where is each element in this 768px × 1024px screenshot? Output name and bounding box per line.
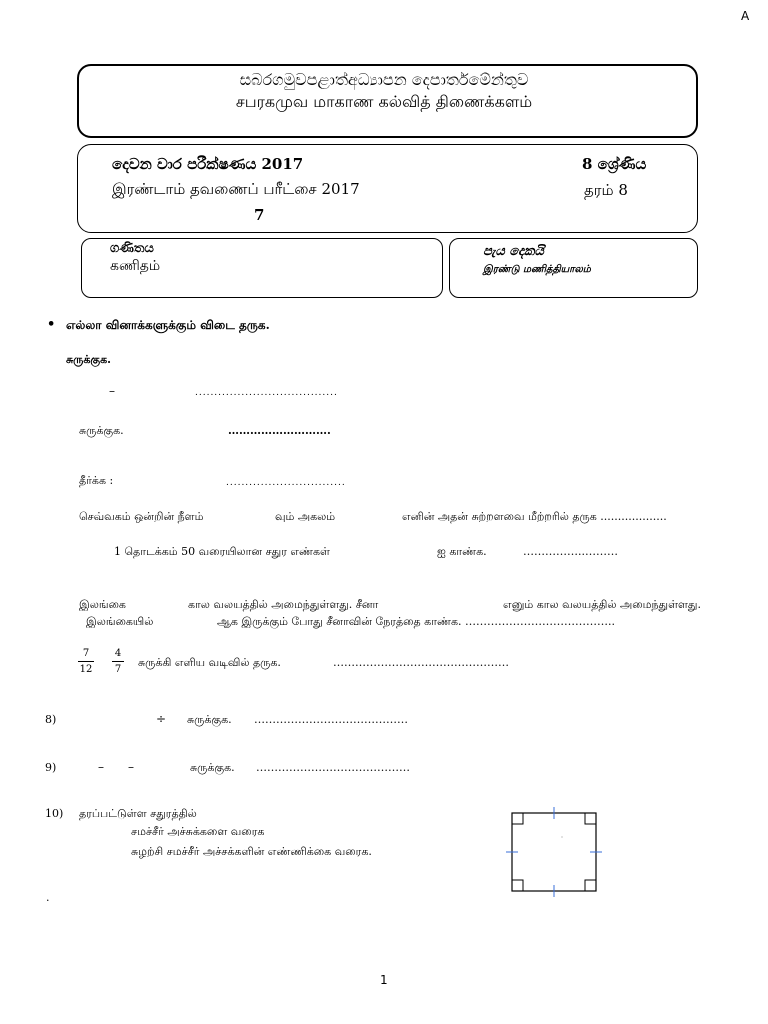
q2-answer-dots: ………………………. — [228, 424, 331, 437]
q6-line1-a: இலங்கை — [79, 598, 126, 611]
header-line-tamil: சபரகமுவ மாகாண கல்வித் திணைக்களம் — [235, 92, 533, 111]
q7-fraction-1 — [78, 648, 94, 675]
corner-label: A — [741, 9, 750, 23]
duration-sinhala: පැය දෙකයි — [483, 244, 544, 259]
instruction-bullet: • — [47, 317, 56, 332]
q6-line2-b: ஆக இருக்கும் போது சீனாவின் நேரத்தை காண்க. ………………………………….. — [217, 615, 615, 628]
q6-line2-a: இலங்கையில் — [86, 615, 154, 628]
q2-text: சுருக்குக. — [79, 424, 124, 437]
q6-line1-b: கால வலயத்தில் அமைந்துள்ளது. சீனா — [188, 598, 379, 611]
q7-frac2-bar — [112, 661, 124, 662]
instruction-text: எல்லா வினாக்களுக்கும் விடை தருக. — [66, 318, 270, 332]
q10-line2: சமச்சீர் அச்சுக்களை வரைக — [131, 825, 265, 838]
exam-number: 7 — [254, 206, 265, 224]
q10-number: 10) — [45, 807, 64, 820]
q9-operator-1: – — [98, 760, 104, 774]
q7-frac2-denominator: 7 — [114, 664, 122, 675]
heading-simplify: சுருக்குக. — [66, 353, 111, 366]
q7-frac1-numerator: 7 — [82, 648, 90, 659]
q4-part-b: வும் அகலம் — [275, 510, 336, 523]
q7-text: சுருக்கி எளிய வடிவில் தருக. — [138, 656, 281, 669]
q8-text: சுருக்குக. — [187, 713, 232, 726]
duration-tamil: இரண்டு மணித்தியாலம் — [483, 264, 591, 275]
q9-number: 9) — [45, 761, 57, 774]
q7-fraction-2 — [112, 648, 124, 675]
q7-answer-dots: ………………………………………… — [333, 656, 509, 669]
q3-text: தீர்க்க : — [79, 474, 114, 487]
exam-title-tamil: இரண்டாம் தவணைப் பரீட்சை 2017 — [112, 180, 360, 198]
q8-number: 8) — [45, 713, 57, 726]
q8-answer-dots: …………………………………… — [254, 713, 408, 726]
q9-text: சுருக்குக. — [190, 761, 235, 774]
q5-answer-dots: ……………..……… — [523, 545, 618, 558]
q9-answer-dots: …………………………………… — [256, 761, 410, 774]
corner-mark-br — [585, 880, 596, 891]
q5-part-a: 1 தொடக்கம் 50 வரையிலான சதுர எண்கள் — [114, 545, 330, 558]
square-outline — [512, 813, 596, 891]
q1-answer-dots: ..................................... — [195, 388, 338, 398]
grade-tamil: தரம் 8 — [584, 181, 628, 199]
q8-operator: ÷ — [156, 712, 167, 726]
corner-mark-tr — [585, 813, 596, 824]
exam-title-sinhala: දෙවන වාර පරීක්ෂණය 2017 — [112, 155, 304, 173]
q10-line3: சுழற்சி சமச்சீர் அச்சக்களின் எண்ணிக்கை வரைக. — [131, 845, 372, 858]
corner-mark-tl — [512, 813, 523, 824]
stray-mark: . — [46, 891, 50, 904]
q4-part-c: எனின் அதன் சுற்றளவை மீற்றரில் தருக ................... — [402, 510, 667, 523]
q4-part-a: செவ்வகம் ஒன்றின் நீளம் — [79, 510, 204, 523]
corner-mark-bl — [512, 880, 523, 891]
q7-frac1-denominator: 12 — [79, 664, 93, 675]
q7-frac2-numerator: 4 — [114, 648, 122, 659]
center-dot — [561, 836, 562, 837]
q9-operator-2: – — [128, 760, 134, 774]
page-number: 1 — [380, 973, 388, 987]
q10-line1: தரப்பட்டுள்ள சதுரத்தில் — [79, 807, 197, 820]
q1-operator: – — [109, 384, 115, 398]
q5-part-b: ஐ காண்க. — [437, 545, 487, 558]
q7-frac1-bar — [78, 661, 94, 662]
q3-answer-dots: ............................... — [226, 478, 346, 488]
grade-sinhala: 8 ශ්‍රේණිය — [582, 155, 647, 173]
subject-tamil: கணிதம் — [110, 258, 161, 274]
q6-line1-c: எனும் கால வலயத்தில் அமைந்துள்ளது. — [503, 598, 701, 611]
subject-sinhala: ගණිතය — [110, 241, 154, 256]
header-line-sinhala: සබරගමුවපළාත්අධ්‍යාපන දෙපාර්තමේන්තුව — [239, 70, 529, 89]
square-figure — [500, 803, 610, 903]
